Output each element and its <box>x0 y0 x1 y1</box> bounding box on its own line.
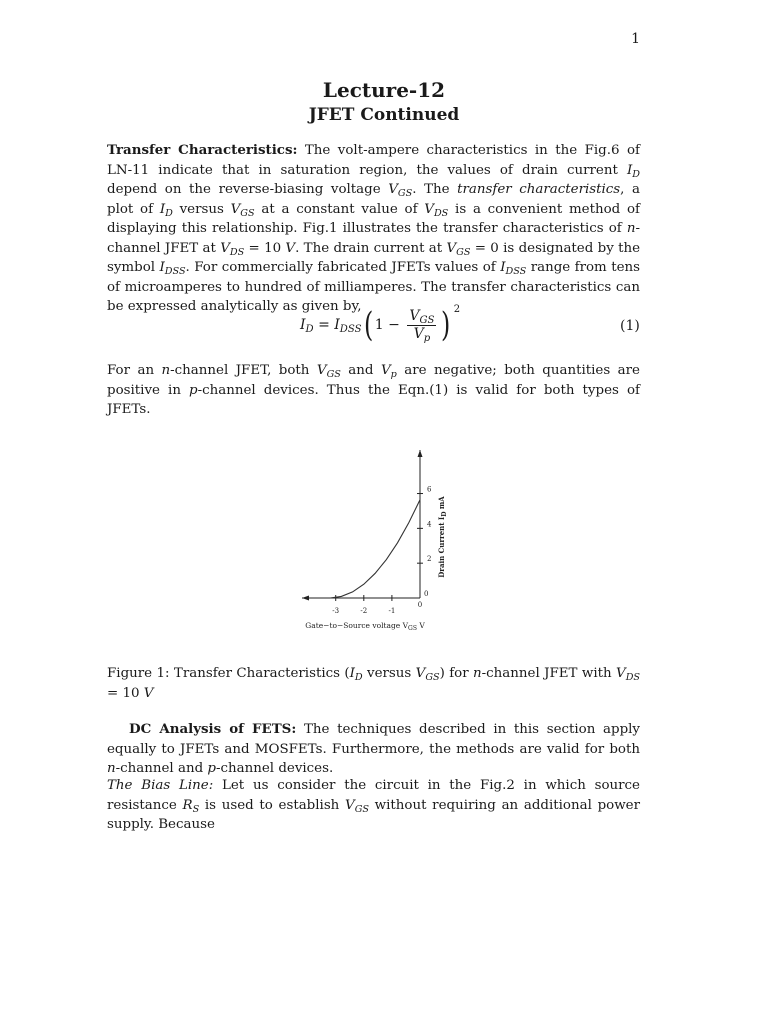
transfer-curve <box>330 500 420 598</box>
page-title: Lecture-12 <box>322 78 446 102</box>
transfer-characteristics-chart <box>296 440 456 640</box>
transfer-characteristics-figure <box>296 440 456 640</box>
y-tick-label: 6 <box>427 485 432 494</box>
page-subtitle: JFET Continued <box>308 105 460 125</box>
figure-caption: Figure 1: Transfer Characteristics ($I_D$ versus $V_{GS}$) for n-channel JFET with $V_{DS} = 10$ V <box>107 666 640 701</box>
x-tick-label: -2 <box>360 607 368 615</box>
x-origin-label: 0 <box>417 601 423 609</box>
bias-line-lead: The Bias Line: <box>107 778 214 793</box>
y-tick-label: 4 <box>427 520 432 529</box>
paragraph-bias-line: The Bias Line: Let us consider the circuit in the Fig.2 in which source resistance $R_S$ is used to establish $V_{GS}$ without requiring an additional power supply. Because <box>107 778 641 832</box>
equation-transfer: $I_D$ = $I_{DSS}$ ( 1 − $\frac{V_{GS}}{V_p}$ ) 2 <box>300 303 461 345</box>
open-paren: ( <box>363 305 373 345</box>
fraction: $\frac{V_{GS}}{V_p}$ <box>409 307 435 344</box>
y-tick-label: 2 <box>427 555 432 564</box>
section-heading: DC Analysis of FETS: <box>129 721 297 737</box>
equation-number: (1) <box>620 318 640 334</box>
y-axis-label: Drain Current ID mA <box>437 496 448 578</box>
y-origin-label: 0 <box>424 590 429 598</box>
x-tick-label: -1 <box>388 607 396 615</box>
page-number: 1 <box>631 31 640 47</box>
paragraph-dc-analysis: DC Analysis of FETS: The techniques described in this section apply equally to JFETs and MOSFETs. Furthermore, the methods are valid for both n-channel and p-channel devices. <box>107 721 640 776</box>
x-axis-arrow <box>302 596 309 601</box>
paragraph-polarity: For an n-channel JFET, both $V_{GS}$ and $V_p$ are negative; both quantities are positive in p-channel devices. Thus the Eqn.(1) is valid for both types of JFETs. <box>107 363 640 417</box>
x-tick-label: -3 <box>332 607 340 615</box>
section-heading: Transfer Characteristics: <box>107 142 298 158</box>
exponent: 2 <box>453 303 461 315</box>
close-paren: ) <box>441 305 451 345</box>
paragraph-transfer-characteristics: Transfer Characteristics: The volt-ampere characteristics in the Fig.6 of LN-11 indicate that in saturation region, the values of drain current $I_D$ depend on the reverse-biasing voltage $V_{GS}$. The transfer characteristics, a plot of $I_D$ versus $V_{GS}$ at a constant value of $V_{DS}$ is a convenient method of displaying this relationship. Fig.1 illustrates the transfer characteristics of n-channel JFET at $V_{DS} = 10$ V. The drain current at $V_{GS} = 0$ is designated by the symbol $I_{DSS}$. For commercially fabricated JFETs values of $I_{DSS}$ range from tens of microamperes to hundred of milliamperes. The transfer characteristics can be expressed analytically as given by, <box>107 142 641 314</box>
x-axis-label: Gate−to−Source voltage $V_{GS}$ V <box>305 621 425 632</box>
y-axis-arrow <box>418 450 423 457</box>
